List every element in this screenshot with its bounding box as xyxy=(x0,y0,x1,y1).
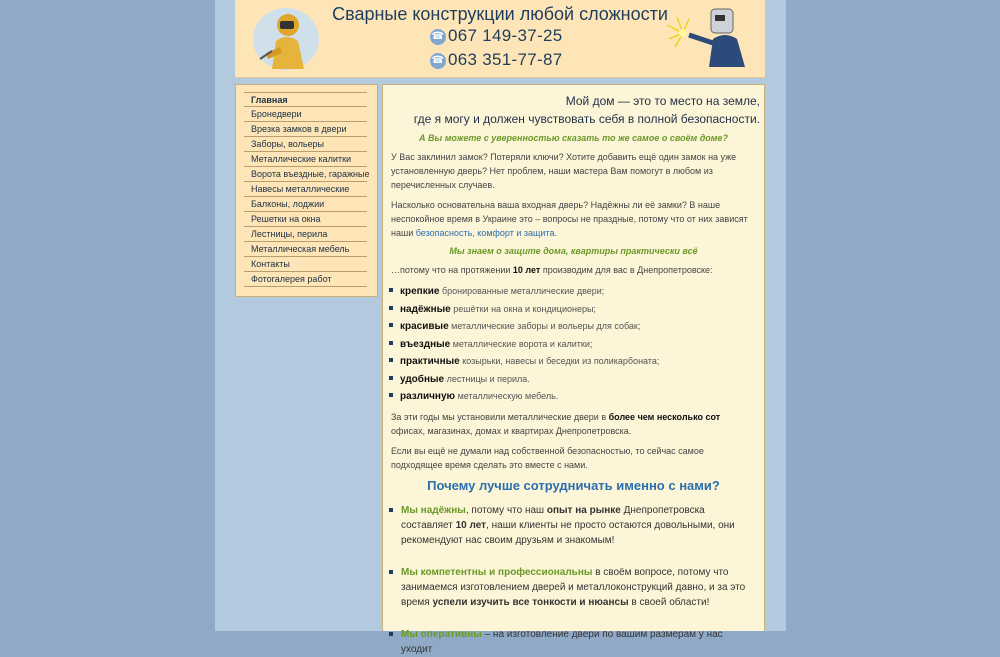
feature-text: металлические ворота и калитки; xyxy=(450,338,593,349)
sidebar-item-window-grilles[interactable]: Решетки на окна xyxy=(244,212,367,227)
bullet-icon xyxy=(389,358,393,362)
reason-title: Мы надёжны xyxy=(401,504,466,516)
list-item xyxy=(389,283,756,301)
paragraph-4: Если вы ещё не думали над собственной безопасностью, то сейчас самое подходящее время сделать это вместе с нами. xyxy=(391,445,704,470)
know-heading: Мы знаем о защите дома, квартиры практически всё xyxy=(449,246,698,256)
site-header xyxy=(235,0,765,78)
phone-1[interactable] xyxy=(430,26,563,46)
paragraph-3-a: За эти годы мы установили металлические двери в xyxy=(391,411,609,422)
sidebar-item-gates-small[interactable]: Металлические калитки xyxy=(244,152,367,167)
sidebar-item-contacts[interactable]: Контакты xyxy=(244,257,367,272)
bullet-icon xyxy=(389,508,393,512)
sidebar-item-home[interactable]: Главная xyxy=(244,92,367,107)
reason-bold: опыт на рынке xyxy=(546,504,621,516)
why-heading: Почему лучше сотрудничать именно с нами? xyxy=(427,477,720,493)
list-item xyxy=(389,353,756,371)
bullet-icon xyxy=(389,376,393,380)
motto-line-2: где я могу и должен чувствовать себя в полной безопасности. xyxy=(413,112,760,126)
list-item xyxy=(389,301,756,319)
bullet-icon xyxy=(389,341,393,345)
reason-text: , потому что наш xyxy=(465,504,547,516)
list-item xyxy=(389,388,756,406)
feature-bold: удобные xyxy=(400,373,445,385)
feature-text: козырьки, навесы и беседки из поликарбоната; xyxy=(459,356,660,366)
sidebar-item-canopies[interactable]: Навесы металлические xyxy=(244,182,367,197)
intro-text-c: производим для вас в Днепропетровске: xyxy=(540,265,713,275)
bullet-icon xyxy=(389,323,393,327)
feature-bold: крепкие xyxy=(400,286,440,297)
feature-text: металлические заборы и вольеры для собак; xyxy=(448,321,641,331)
paragraph-1: У Вас заклинил замок? Потеряли ключи? Хотите добавить ещё один замок на уже установленную дверь? Нет проблем, наши мастера Вам помогут в любом из перечисленных случаев. xyxy=(391,152,737,190)
feature-bold: различную xyxy=(400,391,456,402)
sidebar-item-balconies[interactable]: Балконы, лоджии xyxy=(244,197,367,212)
intro-text-b: 10 лет xyxy=(512,265,541,275)
sidebar-nav xyxy=(235,84,378,297)
intro-paragraph xyxy=(383,263,764,277)
list-item xyxy=(389,336,756,354)
phone-2[interactable] xyxy=(430,50,563,70)
feature-bold: практичные xyxy=(400,356,460,367)
list-item xyxy=(389,318,756,336)
list-item xyxy=(389,371,756,389)
motto-line-1: Мой дом — это то место на земле, xyxy=(565,94,760,108)
motto xyxy=(383,85,764,128)
reasons-list xyxy=(383,503,764,657)
reason-bold: успели изучить все тонкости и нюансы xyxy=(432,596,629,608)
bullet-icon xyxy=(389,306,393,310)
safety-link[interactable]: безопасность, комфорт и защита. xyxy=(415,228,557,238)
sidebar-item-gates-garage[interactable]: Ворота въездные, гаражные xyxy=(244,167,367,182)
intro-text-a: …потому что на протяжении xyxy=(391,265,513,275)
sidebar-item-fences[interactable]: Заборы, вольеры xyxy=(244,137,367,152)
welder-right-icon xyxy=(665,3,753,69)
sidebar-item-armored-doors[interactable]: Бронедвери xyxy=(244,107,367,122)
reason-text: , наши клиенты не просто остаются довольными, они рекомендуют нас своим друзьям и знакомым! xyxy=(401,519,735,546)
list-item xyxy=(389,627,756,657)
sidebar-item-lock-install[interactable]: Врезка замков в двери xyxy=(244,122,367,137)
sidebar-item-stairs[interactable]: Лестницы, перила xyxy=(244,227,367,242)
reason-text: в своей области! xyxy=(628,596,710,608)
paragraph-2 xyxy=(383,198,764,240)
sidebar-item-furniture[interactable]: Металлическая мебель xyxy=(244,242,367,257)
list-item xyxy=(389,565,756,610)
reason-bold: 10 лет xyxy=(455,519,487,531)
phone-2-number: 063 351-77-87 xyxy=(448,50,563,69)
feature-bold: красивые xyxy=(400,321,449,332)
list-item xyxy=(389,503,756,548)
phone-icon: ☎ xyxy=(430,53,446,69)
paragraph-3-c: офисах, магазинах, домах и квартирах Днепропетровска. xyxy=(391,425,632,436)
paragraph-3 xyxy=(383,410,764,438)
phone-icon: ☎ xyxy=(430,29,446,45)
phone-1-number: 067 149-37-25 xyxy=(448,26,563,45)
feature-text: металлическую мебель. xyxy=(455,391,559,401)
feature-bold: надёжные xyxy=(400,303,451,315)
reason-text: Днепропетровска составляет xyxy=(401,504,705,531)
site-title: Сварные конструкции любой сложности xyxy=(332,4,668,24)
bullet-icon xyxy=(389,570,393,574)
feature-bold: въездные xyxy=(400,338,451,350)
paragraph-3-b: более чем несколько сот xyxy=(608,411,721,422)
feature-text: решётки на окна и кондиционеры; xyxy=(450,303,596,314)
paragraph-2-text: Насколько основательна ваша входная дверь? Надёжны ли её замки? В наше неспокойное время в Украине это – вопросы не праздные, потому что от них зависят наши xyxy=(391,200,748,238)
question-heading: А Вы можете с уверенностью сказать то же самое о своём доме? xyxy=(419,133,728,143)
feature-text: бронированные металлические двери; xyxy=(439,286,605,296)
sidebar-item-gallery[interactable]: Фотогалерея работ xyxy=(244,272,367,287)
features-list xyxy=(383,283,764,406)
reason-title: Мы оперативны xyxy=(401,628,482,640)
bullet-icon xyxy=(389,288,393,292)
feature-text: лестницы и перила. xyxy=(444,373,530,384)
reason-text: – на изготовление двери по вашим размерам у нас уходит xyxy=(401,628,723,655)
reason-text: в своём вопросе, потому что занимаемся изготовлением дверей и металлоконструкций давно, и за это время xyxy=(401,566,746,608)
bullet-icon xyxy=(389,632,393,636)
bullet-icon xyxy=(389,393,393,397)
reason-title: Мы компетентны и профессиональны xyxy=(401,566,593,578)
main-content xyxy=(382,84,765,655)
